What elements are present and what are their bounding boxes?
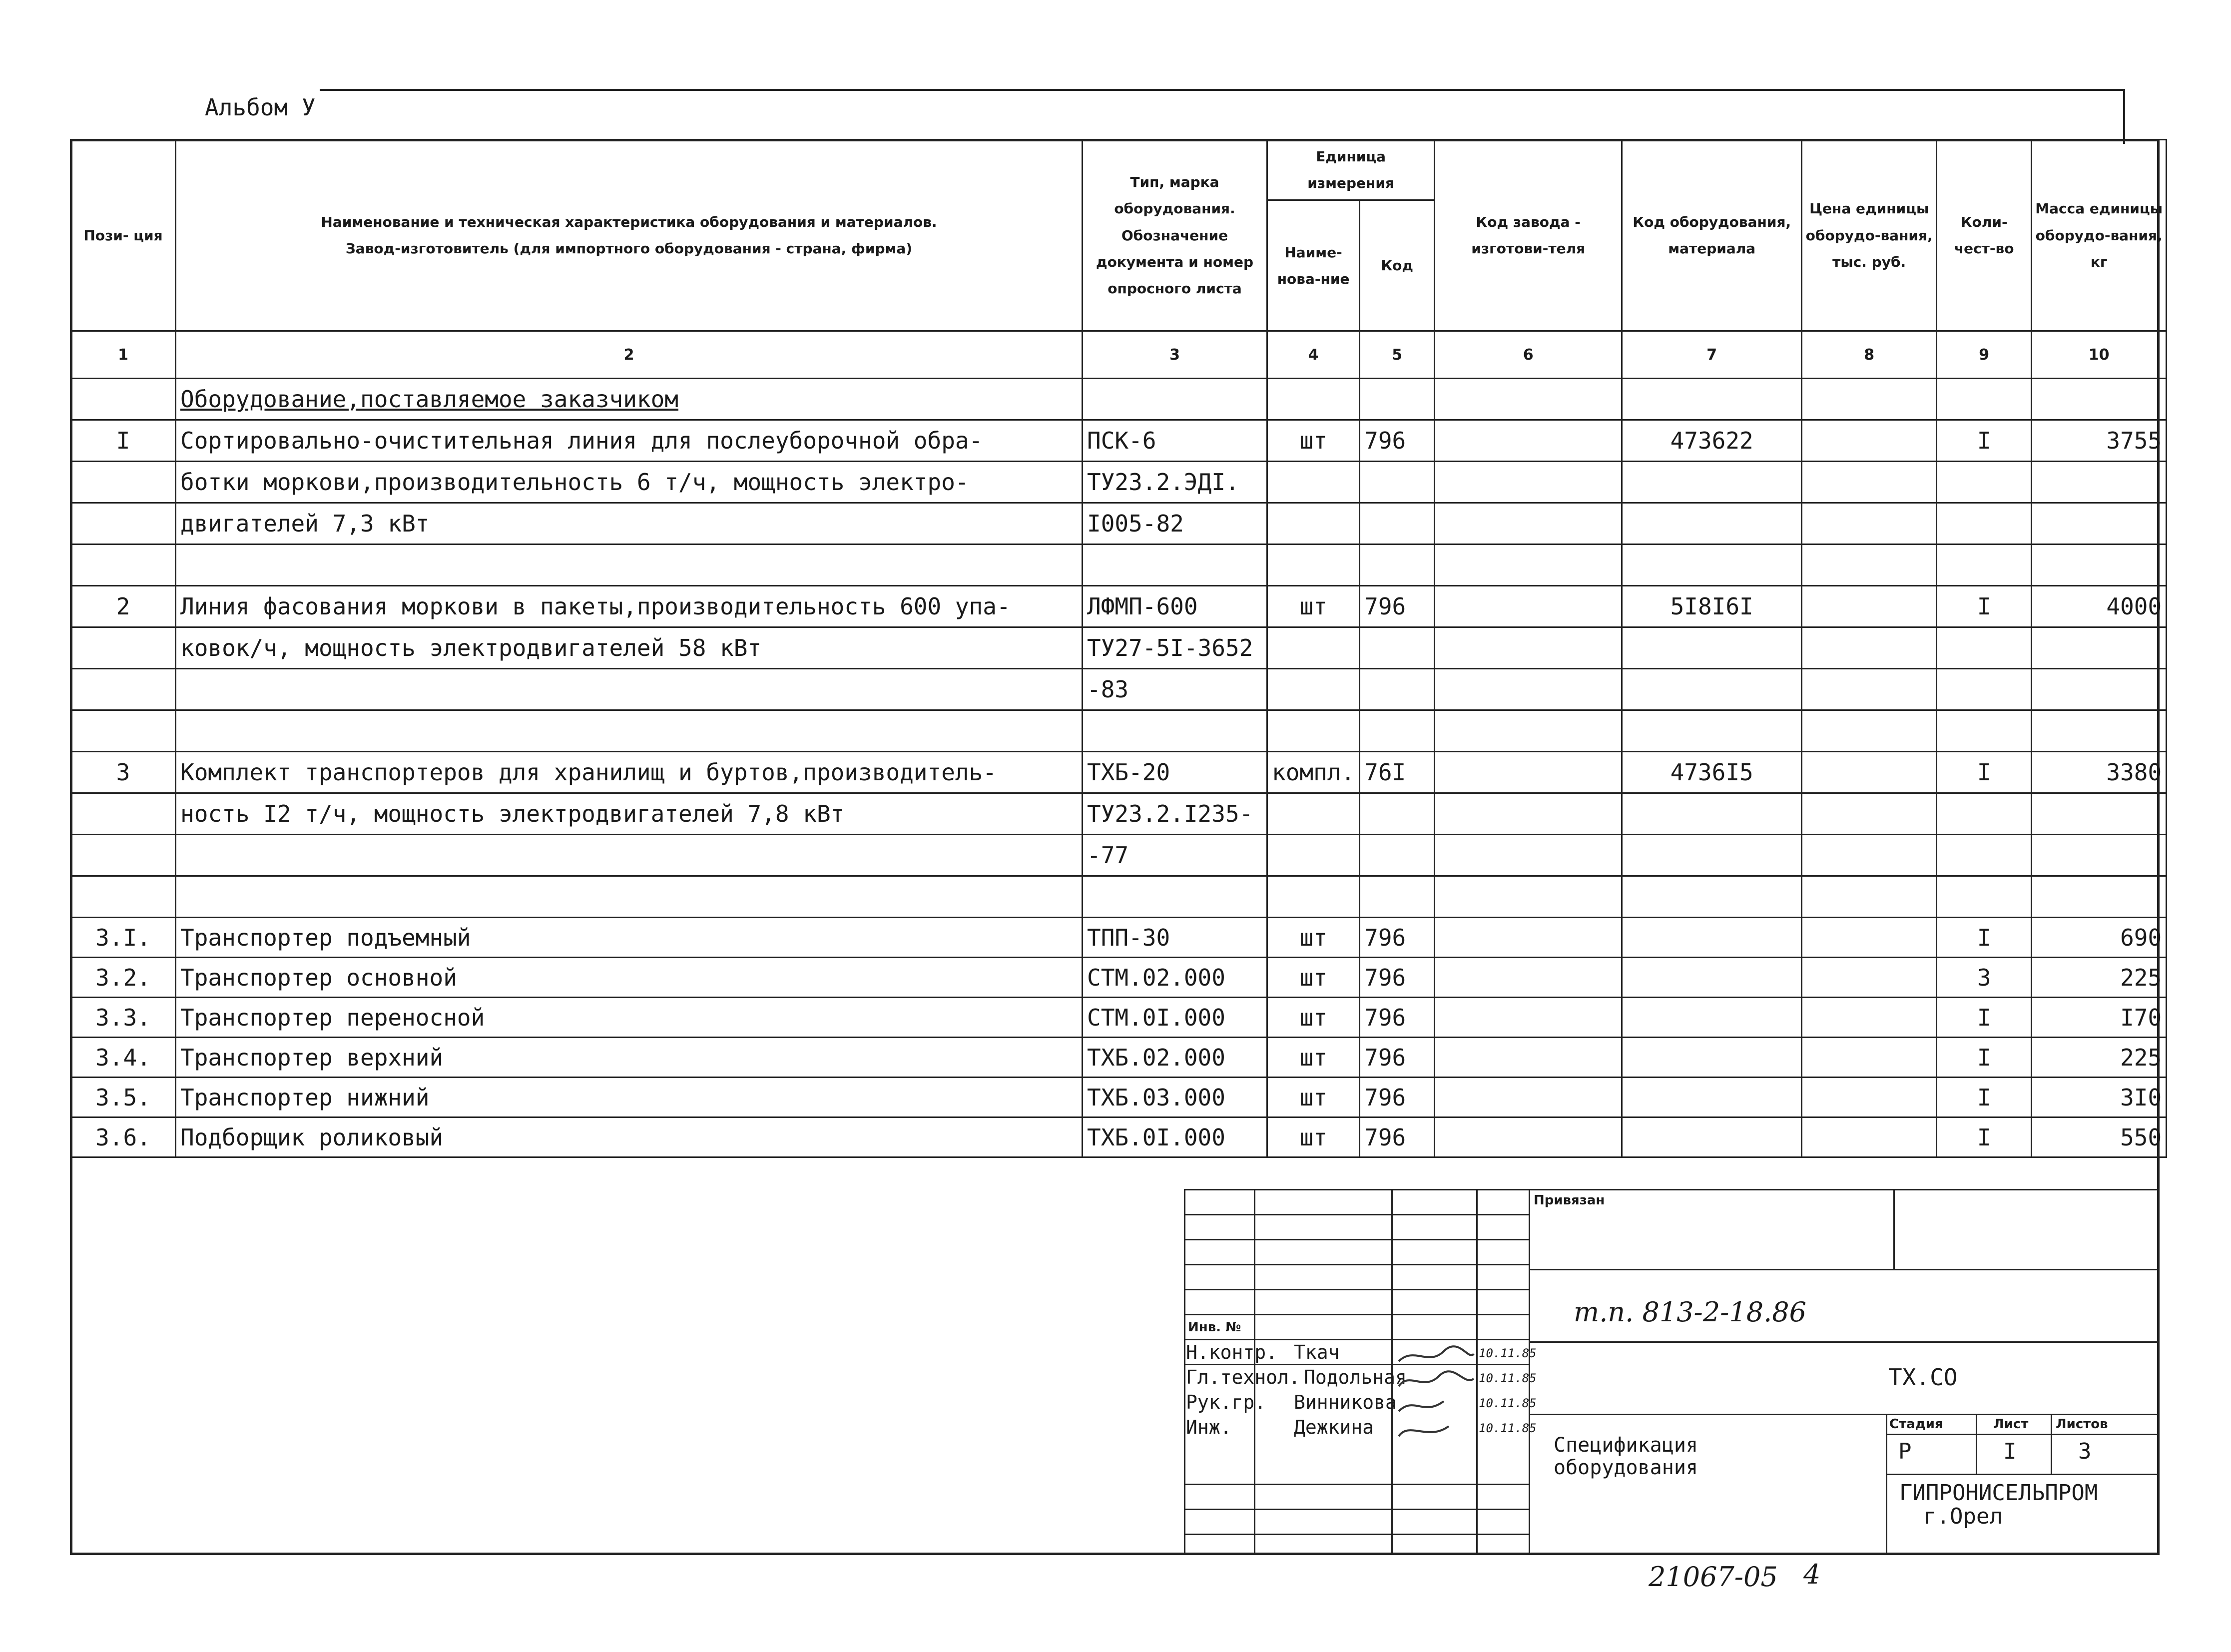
table-row (71, 379, 2167, 420)
signature-name: Ткач (1294, 1341, 1340, 1363)
column-number: 9 (1937, 331, 2032, 379)
cell-name: Транспортер переносной (176, 998, 1083, 1038)
cell-pos (71, 793, 176, 835)
cell-mass: 225 (2032, 958, 2167, 998)
cell-type (1083, 379, 1267, 420)
cell-type: ПСК-6 (1083, 420, 1267, 462)
cell-mass (2032, 379, 2167, 420)
cell-qty: I (1937, 752, 2032, 793)
cell-qty (1937, 876, 2032, 918)
cell-price (1802, 627, 1937, 669)
cell-unit: шт (1267, 1117, 1360, 1157)
table-row (71, 627, 2167, 669)
table-row (71, 918, 2167, 958)
cell-mass (2032, 876, 2167, 918)
cell-eq-code: 4736I5 (1622, 752, 1802, 793)
signature-date: 10.11.85 (1479, 1346, 1537, 1360)
cell-name: Сортировально-очистительная линия для послеуборочной обра- (176, 420, 1083, 462)
cell-type: ТУ23.2.ЭДI. (1083, 462, 1267, 503)
cell-code (1360, 627, 1435, 669)
cell-factory (1435, 1038, 1622, 1078)
signature-role: Инж. (1186, 1416, 1232, 1438)
cell-type: -77 (1083, 835, 1267, 876)
cell-mass (2032, 793, 2167, 835)
signature-date: 10.11.85 (1479, 1371, 1537, 1385)
cell-code: 796 (1360, 958, 1435, 998)
cell-eq-code (1622, 710, 1802, 752)
cell-code (1360, 462, 1435, 503)
cell-pos: 3.6. (71, 1117, 176, 1157)
cell-unit (1267, 835, 1360, 876)
cell-qty (1937, 545, 2032, 586)
cell-type: ТХБ-20 (1083, 752, 1267, 793)
cell-pos (71, 627, 176, 669)
sheets-label: Листов (2056, 1417, 2108, 1432)
cell-code: 76I (1360, 752, 1435, 793)
cell-factory (1435, 710, 1622, 752)
header-mass: Масса единицы оборудо-вания, кг (2032, 140, 2167, 331)
signature-role: Гл.технол. (1186, 1366, 1300, 1388)
cell-qty: I (1937, 918, 2032, 958)
cell-unit: шт (1267, 998, 1360, 1038)
cell-name: Оборудование,поставляемое заказчиком (176, 379, 1083, 420)
cell-type: СТМ.02.000 (1083, 958, 1267, 998)
cell-eq-code (1622, 545, 1802, 586)
table-row (71, 420, 2167, 462)
table-row (71, 876, 2167, 918)
column-number: 8 (1802, 331, 1937, 379)
cell-mass (2032, 627, 2167, 669)
header-unit: Единица измерения (1267, 140, 1435, 200)
cell-pos (71, 379, 176, 420)
cell-price (1802, 793, 1937, 835)
cell-name: Транспортер подъемный (176, 918, 1083, 958)
cell-factory (1435, 793, 1622, 835)
column-number: 10 (2032, 331, 2167, 379)
table-row (71, 710, 2167, 752)
cell-pos: 3.4. (71, 1038, 176, 1078)
cell-price (1802, 669, 1937, 710)
header-factory-code: Код завода - изготови-теля (1435, 140, 1622, 331)
column-number: 2 (176, 331, 1083, 379)
cell-unit: шт (1267, 918, 1360, 958)
cell-name: Транспортер основной (176, 958, 1083, 998)
table-row (71, 1038, 2167, 1078)
cell-type: -83 (1083, 669, 1267, 710)
cell-pos (71, 835, 176, 876)
cell-type: ТУ27-5I-3652 (1083, 627, 1267, 669)
cell-factory (1435, 420, 1622, 462)
cell-mass: 225 (2032, 1038, 2167, 1078)
cell-code (1360, 669, 1435, 710)
cell-code: 796 (1360, 1038, 1435, 1078)
header-quantity: Коли-чест-во (1937, 140, 2032, 331)
header-equipment-code: Код оборудования, материала (1622, 140, 1802, 331)
column-number: 6 (1435, 331, 1622, 379)
cell-mass (2032, 545, 2167, 586)
cell-pos: 3.2. (71, 958, 176, 998)
cell-mass (2032, 710, 2167, 752)
cell-qty: 3 (1937, 958, 2032, 998)
cell-code (1360, 503, 1435, 545)
sheets-value: 3 (2078, 1439, 2092, 1464)
cell-factory (1435, 918, 1622, 958)
table-row (71, 586, 2167, 627)
cell-factory (1435, 1117, 1622, 1157)
cell-eq-code (1622, 835, 1802, 876)
cell-qty: I (1937, 1078, 2032, 1117)
cell-eq-code (1622, 379, 1802, 420)
cell-type: ТХБ.03.000 (1083, 1078, 1267, 1117)
cell-factory (1435, 1078, 1622, 1117)
signature-name: Дежкина (1294, 1416, 1374, 1438)
cell-factory (1435, 669, 1622, 710)
cell-price (1802, 1117, 1937, 1157)
cell-pos: 3 (71, 752, 176, 793)
cell-unit: шт (1267, 958, 1360, 998)
header-type: Тип, марка оборудования. Обозначение документа и номер опросного листа (1083, 140, 1267, 331)
cell-code (1360, 379, 1435, 420)
document-title-line2: оборудования (1554, 1456, 1698, 1479)
table-row (71, 793, 2167, 835)
specification-rows (71, 379, 2167, 1157)
cell-qty: I (1937, 1038, 2032, 1078)
cell-qty (1937, 669, 2032, 710)
cell-factory (1435, 627, 1622, 669)
cell-pos: 3.3. (71, 998, 176, 1038)
cell-pos (71, 545, 176, 586)
column-number: 4 (1267, 331, 1360, 379)
top-right-border-line (2123, 89, 2125, 144)
cell-name (176, 710, 1083, 752)
cell-eq-code (1622, 627, 1802, 669)
cell-name: ковок/ч, мощность электродвигателей 58 кВт (176, 627, 1083, 669)
cell-unit (1267, 876, 1360, 918)
cell-factory (1435, 876, 1622, 918)
signature-name: Винникова (1294, 1391, 1397, 1413)
table-row (71, 503, 2167, 545)
cell-name: Линия фасования моркови в пакеты,производительность 600 упа- (176, 586, 1083, 627)
cell-price (1802, 958, 1937, 998)
cell-code (1360, 876, 1435, 918)
cell-factory (1435, 462, 1622, 503)
cell-unit: шт (1267, 586, 1360, 627)
cell-pos: 3.I. (71, 918, 176, 958)
specification-table (70, 139, 2167, 1158)
cell-code: 796 (1360, 918, 1435, 958)
cell-name (176, 669, 1083, 710)
cell-price (1802, 998, 1937, 1038)
cell-type: ТХБ.02.000 (1083, 1038, 1267, 1078)
cell-type: I005-82 (1083, 503, 1267, 545)
cell-name: Транспортер нижний (176, 1078, 1083, 1117)
cell-pos: I (71, 420, 176, 462)
header-position: Пози- ция (71, 140, 176, 331)
cell-type: СТМ.0I.000 (1083, 998, 1267, 1038)
cell-code: 796 (1360, 586, 1435, 627)
table-row (71, 752, 2167, 793)
cell-qty: I (1937, 998, 2032, 1038)
cell-price (1802, 1078, 1937, 1117)
cell-code: 796 (1360, 420, 1435, 462)
column-number: 7 (1622, 331, 1802, 379)
cell-code: 796 (1360, 998, 1435, 1038)
cell-eq-code: 5I8I6I (1622, 586, 1802, 627)
cell-name: ность I2 т/ч, мощность электродвигателей 7,8 кВт (176, 793, 1083, 835)
page-number: 4 (1803, 1559, 1821, 1590)
header-unit-code: Код (1360, 200, 1435, 331)
cell-mass (2032, 462, 2167, 503)
cell-type: ЛФМП-600 (1083, 586, 1267, 627)
cell-type: ТПП-30 (1083, 918, 1267, 958)
cell-price (1802, 918, 1937, 958)
header-price: Цена единицы оборудо-вания, тыс. руб. (1802, 140, 1937, 331)
cell-type (1083, 876, 1267, 918)
cell-type (1083, 545, 1267, 586)
cell-pos (71, 503, 176, 545)
table-row (71, 1117, 2167, 1157)
cell-name: Транспортер верхний (176, 1038, 1083, 1078)
cell-mass (2032, 503, 2167, 545)
cell-pos (71, 710, 176, 752)
cell-unit (1267, 710, 1360, 752)
cell-unit (1267, 503, 1360, 545)
organization-city: г.Орел (1923, 1504, 2003, 1529)
organization-name: ГИПРОНИСЕЛЬПРОМ (1899, 1480, 2098, 1506)
cell-name: Комплект транспортеров для хранилищ и буртов,производитель- (176, 752, 1083, 793)
cell-unit (1267, 627, 1360, 669)
archive-stamp: 21067-05 (1649, 1561, 1778, 1593)
cell-unit (1267, 793, 1360, 835)
cell-qty (1937, 627, 2032, 669)
cell-mass: 3I0 (2032, 1078, 2167, 1117)
cell-eq-code (1622, 669, 1802, 710)
cell-eq-code (1622, 918, 1802, 958)
cell-mass: 4000 (2032, 586, 2167, 627)
cell-eq-code (1622, 998, 1802, 1038)
cell-pos: 3.5. (71, 1078, 176, 1117)
sheet-value: I (2003, 1439, 2017, 1464)
stage-value: Р (1898, 1439, 1912, 1464)
table-row (71, 835, 2167, 876)
cell-qty (1937, 379, 2032, 420)
cell-factory (1435, 752, 1622, 793)
cell-price (1802, 835, 1937, 876)
cell-code: 796 (1360, 1117, 1435, 1157)
cell-name (176, 545, 1083, 586)
table-row (71, 669, 2167, 710)
sheet-label: Лист (1993, 1417, 2029, 1432)
cell-code (1360, 835, 1435, 876)
cell-mass: 690 (2032, 918, 2167, 958)
cell-code (1360, 545, 1435, 586)
inventory-number-label: Инв. № (1188, 1320, 1241, 1335)
cell-eq-code (1622, 876, 1802, 918)
cell-unit: шт (1267, 1038, 1360, 1078)
signature-date: 10.11.85 (1479, 1396, 1537, 1410)
cell-unit (1267, 545, 1360, 586)
cell-name: ботки моркови,производительность 6 т/ч, мощность электро- (176, 462, 1083, 503)
attached-label: Привязан (1534, 1193, 1605, 1208)
cell-eq-code (1622, 793, 1802, 835)
cell-mass: 3755 (2032, 420, 2167, 462)
table-row (71, 545, 2167, 586)
column-number: 3 (1083, 331, 1267, 379)
cell-price (1802, 545, 1937, 586)
cell-unit (1267, 462, 1360, 503)
cell-qty: I (1937, 420, 2032, 462)
cell-name: Подборщик роликовый (176, 1117, 1083, 1157)
cell-eq-code (1622, 1078, 1802, 1117)
cell-mass (2032, 669, 2167, 710)
cell-name (176, 876, 1083, 918)
cell-mass: 550 (2032, 1117, 2167, 1157)
document-title-line1: Спецификация (1554, 1434, 1698, 1457)
cell-type: ТХБ.0I.000 (1083, 1117, 1267, 1157)
cell-name: двигателей 7,3 кВт (176, 503, 1083, 545)
cell-code (1360, 710, 1435, 752)
cell-factory (1435, 586, 1622, 627)
cell-qty: I (1937, 586, 2032, 627)
cell-eq-code (1622, 958, 1802, 998)
tp-number: т.п. 813-2-18.86 (1574, 1296, 1806, 1328)
cell-name (176, 835, 1083, 876)
cell-eq-code (1622, 1038, 1802, 1078)
cell-unit: шт (1267, 420, 1360, 462)
signature-role: Н.контр. (1186, 1341, 1278, 1363)
cell-price (1802, 710, 1937, 752)
table-row (71, 1078, 2167, 1117)
header-name: Наименование и техническая характеристика оборудования и материалов. Завод-изготовитель (для импортного оборудования - страна, фирма) (176, 140, 1083, 331)
cell-eq-code: 473622 (1622, 420, 1802, 462)
table-row (71, 462, 2167, 503)
cell-qty: I (1937, 1117, 2032, 1157)
cell-price (1802, 1038, 1937, 1078)
cell-factory (1435, 503, 1622, 545)
cell-mass: 3380 (2032, 752, 2167, 793)
cell-price (1802, 379, 1937, 420)
cell-type (1083, 710, 1267, 752)
cell-qty (1937, 503, 2032, 545)
signature-role: Рук.гр. (1186, 1391, 1266, 1413)
signature-date: 10.11.85 (1479, 1421, 1537, 1435)
cell-factory (1435, 998, 1622, 1038)
cell-qty (1937, 462, 2032, 503)
cell-pos (71, 669, 176, 710)
cell-price (1802, 876, 1937, 918)
document-code: ТХ.СО (1888, 1364, 1958, 1391)
cell-unit: компл. (1267, 752, 1360, 793)
top-border-line (320, 89, 2123, 91)
stage-label: Стадия (1889, 1417, 1943, 1432)
cell-eq-code (1622, 503, 1802, 545)
cell-code: 796 (1360, 1078, 1435, 1117)
table-row (71, 998, 2167, 1038)
cell-unit (1267, 669, 1360, 710)
cell-price (1802, 503, 1937, 545)
cell-factory (1435, 545, 1622, 586)
cell-factory (1435, 379, 1622, 420)
cell-factory (1435, 958, 1622, 998)
cell-eq-code (1622, 1117, 1802, 1157)
cell-unit: шт (1267, 1078, 1360, 1117)
table-row (71, 958, 2167, 998)
cell-mass (2032, 835, 2167, 876)
signature-name: Подольная (1304, 1366, 1407, 1388)
cell-mass: I70 (2032, 998, 2167, 1038)
column-number: 5 (1360, 331, 1435, 379)
cell-qty (1937, 793, 2032, 835)
cell-qty (1937, 835, 2032, 876)
cell-pos: 2 (71, 586, 176, 627)
header-unit-name: Наиме-нова-ние (1267, 200, 1360, 331)
cell-pos (71, 876, 176, 918)
cell-factory (1435, 835, 1622, 876)
cell-pos (71, 462, 176, 503)
cell-qty (1937, 710, 2032, 752)
cell-price (1802, 420, 1937, 462)
cell-code (1360, 793, 1435, 835)
column-number: 1 (71, 331, 176, 379)
cell-price (1802, 752, 1937, 793)
cell-type: ТУ23.2.I235- (1083, 793, 1267, 835)
title-block (1184, 1189, 2160, 1554)
cell-price (1802, 586, 1937, 627)
cell-eq-code (1622, 462, 1802, 503)
album-label: Альбом У (205, 94, 316, 121)
cell-price (1802, 462, 1937, 503)
cell-unit (1267, 379, 1360, 420)
